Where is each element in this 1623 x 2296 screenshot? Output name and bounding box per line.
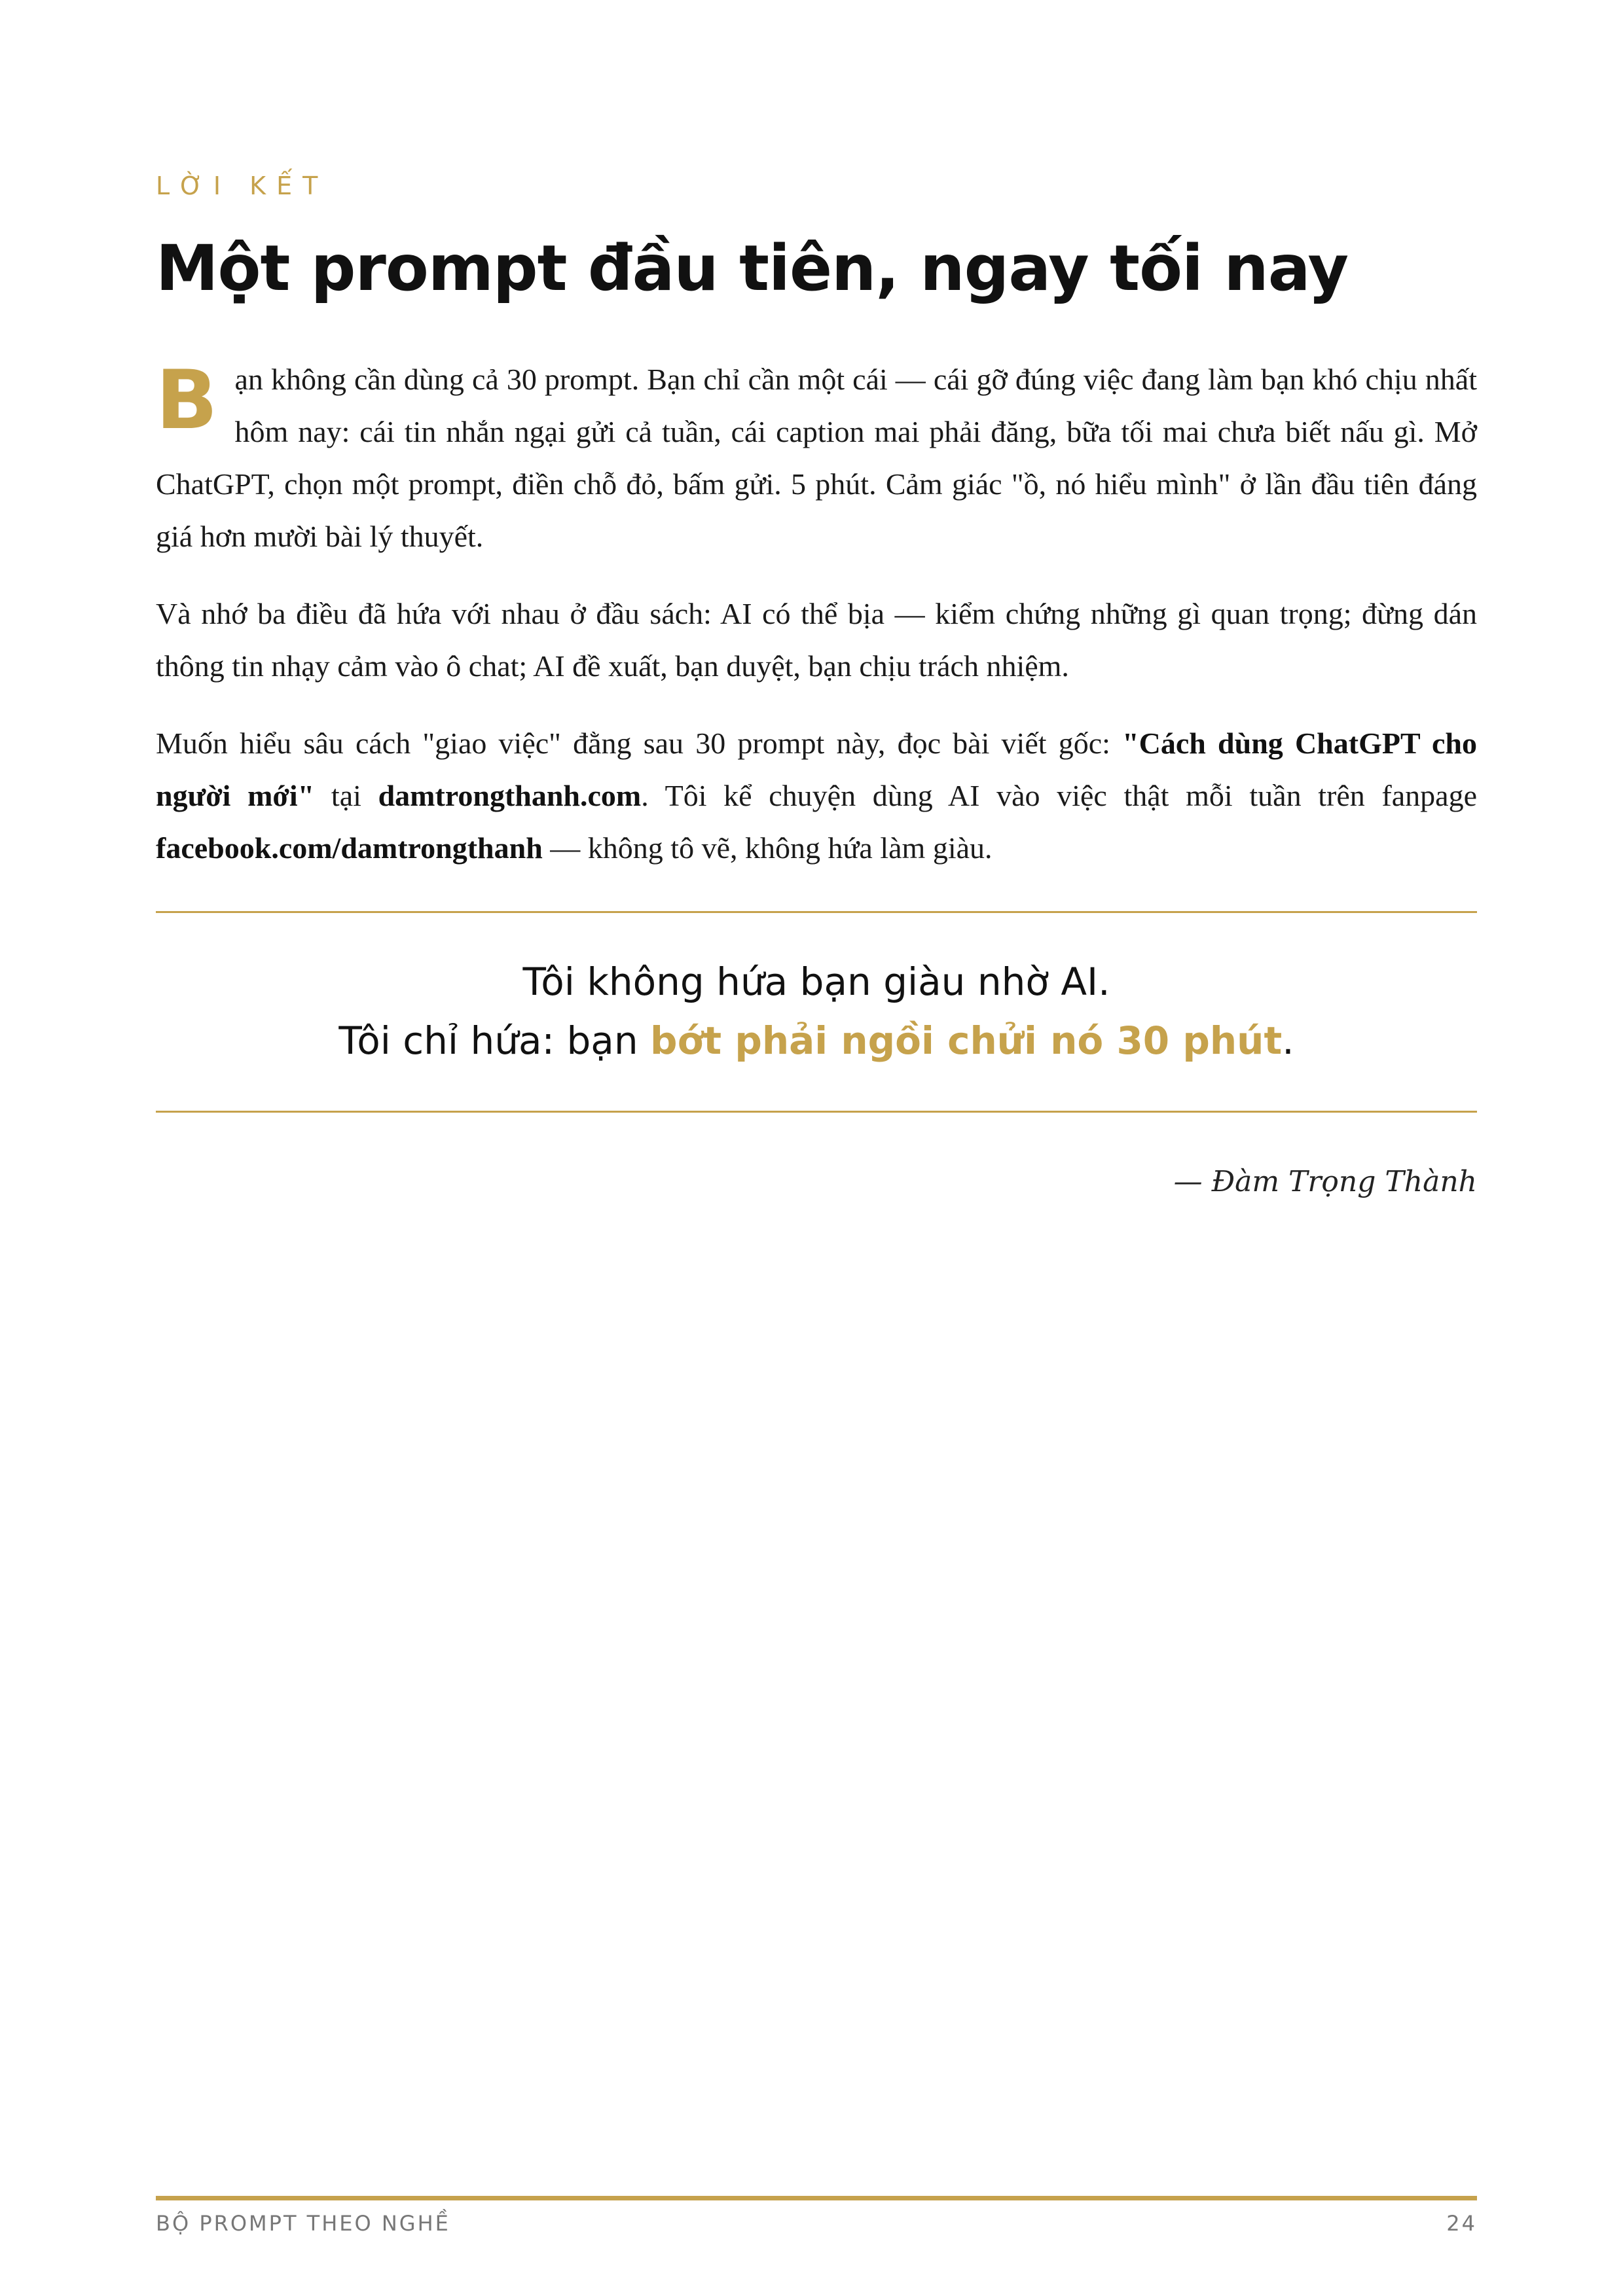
- website-link: damtrongthanh.com: [378, 779, 642, 812]
- chapter-eyebrow: LỜI KẾT: [156, 171, 329, 200]
- quote-bottom-divider: [156, 1111, 1477, 1113]
- drop-cap: B: [156, 353, 218, 448]
- paragraph-3: [156, 717, 1477, 874]
- article-title-link: "Cách dùng ChatGPT cho người mới": [156, 726, 1477, 812]
- body-text: [156, 353, 1477, 899]
- quote-line-1: Tôi không hứa bạn giàu nhờ AI.: [522, 960, 1110, 1004]
- paragraph-2: Và nhớ ba điều đã hứa với nhau ở đầu sách: AI có thể bịa — kiểm chứng những gì quan trọng; đừng dán thông tin nhạy cảm vào ô chat; AI đề xuất, bạn duyệt, bạn chịu trách nhiệm.: [156, 597, 1477, 683]
- paragraph-1: [156, 353, 1477, 563]
- author-signature: — Đàm Trọng Thành: [1173, 1165, 1477, 1198]
- footer-page-number: 24: [1446, 2211, 1477, 2236]
- paragraph-3-text-4: — không tô vẽ, không hứa làm giàu.: [542, 831, 993, 865]
- fanpage-link: facebook.com/damtrongthanh: [156, 831, 543, 865]
- paragraph-1-text: ạn không cần dùng cả 30 prompt. Bạn chỉ cần một cái — cái gỡ đúng việc đang làm bạn khó chịu nhất hôm nay: cái tin nhắn ngại gửi cả tuần, cái caption mai phải đăng, bữa tối mai chưa biết nấu gì. Mở ChatGPT, chọn một prompt, điền chỗ đỏ, bấm gửi. 5 phút. Cảm giác "ồ, nó hiểu mình" ở lần đầu tiên đáng giá hơn mười bài lý thuyết.: [156, 363, 1477, 553]
- quote-line-2-prefix: Tôi chỉ hứa: bạn: [338, 1018, 651, 1063]
- paragraph-3-text-3: . Tôi kể chuyện dùng AI vào việc thật mỗi tuần trên fanpage: [641, 779, 1478, 812]
- quote-highlight: bớt phải ngồi chửi nó 30 phút: [650, 1018, 1283, 1063]
- quote-line-2-suffix: .: [1282, 1018, 1294, 1063]
- quote-top-divider: [156, 911, 1477, 913]
- footer-divider: [156, 2196, 1477, 2200]
- chapter-title: Một prompt đầu tiên, ngay tối nay: [156, 232, 1349, 305]
- footer-book-title: BỘ PROMPT THEO NGHỀ: [156, 2211, 450, 2236]
- pull-quote: [156, 952, 1477, 1070]
- paragraph-3-text-1: Muốn hiểu sâu cách "giao việc" đằng sau 30 prompt này, đọc bài viết gốc:: [156, 726, 1123, 760]
- paragraph-3-text-2: tại: [314, 779, 378, 812]
- quote-line-2: [156, 1011, 1477, 1070]
